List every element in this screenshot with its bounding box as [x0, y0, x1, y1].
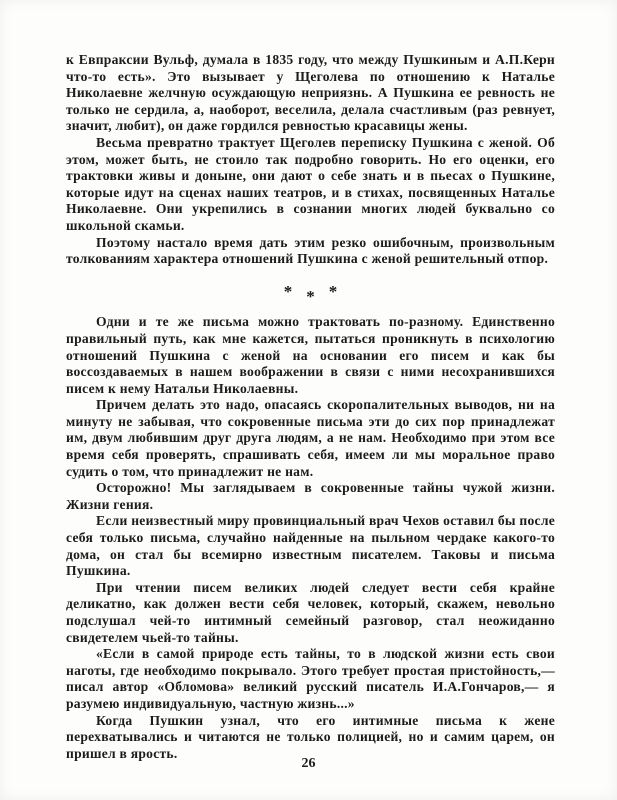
asterisk: * [328, 281, 338, 301]
paragraph: Весьма превратно трактует Щеголев переписку Пушкина с женой. Об этом, может быть, не стоило так подробно говорить. Но его оценки, его трактовки живы и доныне, они дают о себе знать и в пьесах о Пушкине, которые идут на сценах наших театров, и в стихах, посвященных Наталье Николаевне. Они укрепились в сознании многих людей буквально со школьной скамьи. [66, 134, 555, 233]
paragraph: Поэтому настало время дать этим резко ошибочным, произвольным толкованиям характера отношений Пушкина с женой решительный отпор. [66, 234, 555, 267]
page-number: 26 [301, 756, 316, 771]
section-separator [66, 281, 555, 306]
paragraph: При чтении писем великих людей следует вести себя крайне деликатно, как должен вести себя человек, который, скажем, невольно подслушал чей-то интимный семейный разговор, стал неожиданно свидетелем чьей-то тайны. [66, 579, 555, 645]
paragraph: Осторожно! Мы заглядываем в сокровенные тайны чужой жизни. Жизни гения. [66, 480, 555, 512]
asterisk: * [283, 281, 293, 301]
paragraph: Причем делать это надо, опасаясь скоропалительных выводов, ни на минуту не забывая, что сокровенные письма эти до сих пор принадлежат им, двум любившим друг друга людям, а не нам. Необходимо при этом все время себя проверять, спрашивать себя, имеем ли мы моральное право судить о том, что принадлежит не нам. [66, 397, 555, 479]
paragraph: Одни и те же письма можно трактовать по-разному. Единственно правильный путь, как мне кажется, пытаться проникнуть в психологию отношений Пушкина с женой на основании его писем и как бы воссоздаваемых в нашем воображении в связи с ними несохранившихся писем к нему Натальи Николаевны. [66, 314, 555, 396]
page-text [66, 52, 555, 762]
paragraph: Когда Пушкин узнал, что его интимные письма к жене перехватывались и читаются не только полицией, но и самим царем, он пришел в ярость. [66, 712, 555, 761]
asterisk: * [306, 286, 315, 306]
paragraph: «Если в самой природе есть тайны, то в людской жизни есть свои наготы, где необходимо покрывало. Этого требует простая пристойность,— писал автор «Обломова» великий русский писатель И.А.Гончаров,— я разумею индивидуальную, частную жизнь...» [66, 646, 555, 711]
paragraph: Если неизвестный миру провинциальный врач Чехов оставил бы после себя только письма, случайно найденные на пыльном чердаке какого-то дома, он стал бы всемирно известным писателем. Таковы и письма Пушкина. [66, 513, 555, 579]
paragraph: к Евпраксии Вульф, думала в 1835 году, что между Пушкиным и А.П.Керн что-то есть». Это вызывает у Щеголева по отношению к Наталье Николаевне желчную осуждающую неприязнь. А Пушкина ее ревность не только не сердила, а, наоборот, веселила, делала счастливым (раз ревнует, значит, любит), он даже гордился ревностью красавицы жены. [66, 52, 555, 134]
